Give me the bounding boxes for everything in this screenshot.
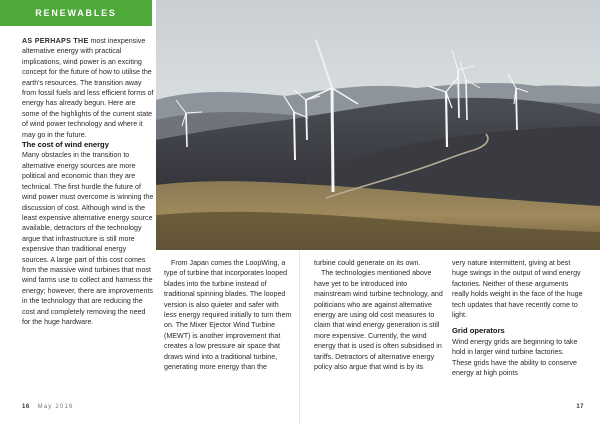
page-number-right: 17 [576,404,584,410]
grid-paragraph: Wind energy grids are beginning to take hold in larger wind turbine factories. These grids have the ability to conserve energy at high points [452,337,578,378]
column-3 [314,258,444,372]
page-number-left: 16 [22,404,30,410]
section-banner [0,0,152,26]
footer-right [576,404,584,410]
issue-date: May 2016 [37,404,74,410]
footer-left [22,404,74,410]
col3-continuation: turbine could generate on its own. [314,259,421,267]
intro-paragraph [22,36,154,140]
col3-paragraph: The technologies mentioned above have yet to be introduced into mainstream wind turbine technology, and politicians who are against alternative energy are using old cost measures to claim that wind energy generation is still more expensive. Currently, the wind energy that is used is often subsidised in tariffs. Detractors of alternative energy policy also argue that wind is by its [314,269,443,372]
col4-paragraph: very nature intermittent, giving at best huge swings in the output of wind energy factories. Neither of these arguments really holds weight in the face of the huge tech updates that have recently come to light. [452,259,583,320]
intro-column [22,36,154,327]
column-2 [164,258,292,372]
column-4 [452,258,584,378]
section-label: RENEWABLES [35,8,117,18]
grid-heading: Grid operators [452,326,505,336]
cost-heading: The cost of wind energy [22,140,109,150]
wind-farm-photo [156,0,600,250]
intro-text: most inexpensive alternative energy with practical implications, wind power is an exciting concept for the future of how to utilise the earth's resources. The transition away from fossil fuels and less efficient forms of energy has already begun. Here are some of the highlights of the current state of wind power technology and where it may go in the future. [22,37,154,139]
loopwing-paragraph: From Japan comes the LoopWing, a type of turbine that incorporates looped blades into the turbine instead of traditional spinning blades. The looped version is also quieter and safer with less energy required initially to turn them on. The Mixer Ejector Wind Turbine (MEWT) is another improvement that creates a low pressure air space that draws wind into a traditional turbine, generating more energy than the [164,259,292,372]
wind-farm-illustration [156,0,600,250]
cost-paragraph: Many obstacles in the transition to alternative energy sources are more political and economic than they are technical. The first hurdle the future of wind power must overcome is winning the discussion of cost. Although wind is the least expensive alternative energy source available, detractors of the technology argue that infrastructure is still more expensive than traditional energy sources. A large part of this cost comes from the massive wind turbines that most wind farms use to collect and harness the energy; however, there are improvements in the technology that are reducing the cost and completely removing the need for the huge hardware. [22,151,154,326]
intro-lead: AS PERHAPS THE [22,37,89,45]
